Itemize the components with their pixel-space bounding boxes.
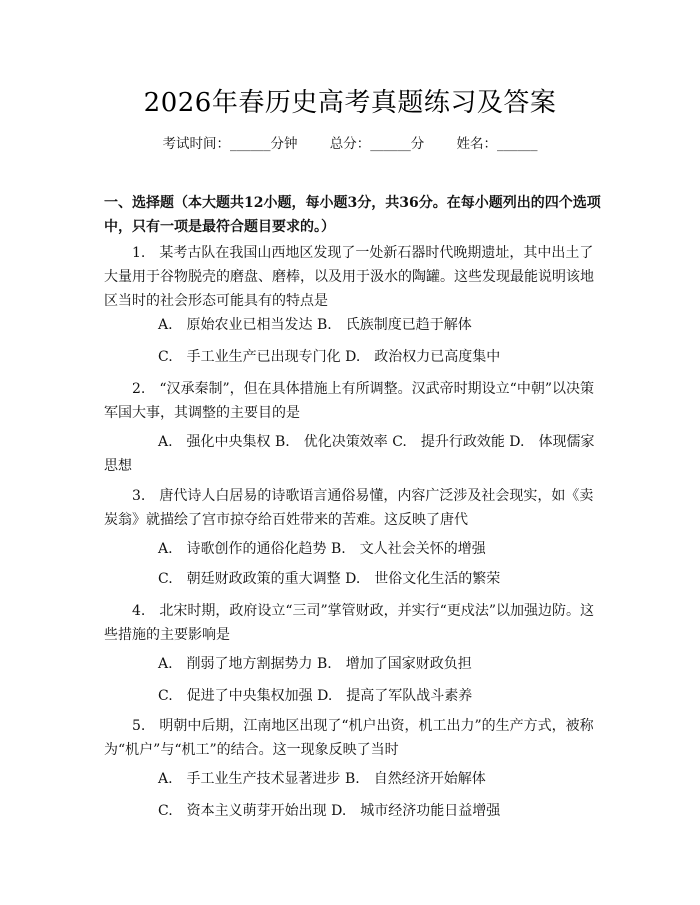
question-5-options-row-1: A. 手工业生产技术显著进步 B. 自然经济开始解体 <box>158 771 486 787</box>
question-3-options-row-1: A. 诗歌创作的通俗化趋势 B. 文人社会关怀的增强 <box>158 541 486 557</box>
question-4-options-row-2: C. 促进了中央集权加强 D. 提高了军队战斗素养 <box>158 688 473 704</box>
exam-score: 总分：______分 <box>329 136 425 152</box>
question-2-stem: 2. “汉承秦制”，但在具体措施上有所调整。汉武帝时期设立“中朝”以决策军国大事，其调整的主要目的是 <box>104 381 594 421</box>
student-name: 姓名：______ <box>456 136 538 152</box>
question-4-stem: 4. 北宋时期，政府设立“三司”掌管财政，并实行“更戍法”以加强边防。这些措施的主要影响是 <box>104 603 594 643</box>
question-3-stem: 3. 唐代诗人白居易的诗歌语言通俗易懂，内容广泛涉及社会现实，如《卖炭翁》就描绘了宫市掠夺给百姓带来的苦难。这反映了唐代 <box>104 488 594 528</box>
question-3-options-row-2: C. 朝廷财政政策的重大调整 D. 世俗文化生活的繁荣 <box>158 571 501 587</box>
question-5-stem: 5. 明朝中后期，江南地区出现了“机户出资，机工出力”的生产方式，被称为“机户”与“机工”的结合。这一现象反映了当时 <box>104 718 594 758</box>
question-4-options-row-1: A. 削弱了地方割据势力 B. 增加了国家财政负担 <box>158 656 472 672</box>
exam-time: 考试时间：______分钟 <box>162 136 298 152</box>
question-1-options-row-2: C. 手工业生产已出现专门化 D. 政治权力已高度集中 <box>158 349 501 365</box>
exam-meta <box>0 132 700 152</box>
question-2-options-row-1: A. 强化中央集权 B. 优化决策效率 C. 提升行政效能 D. 体现儒家思想 <box>104 434 595 474</box>
question-1-options-row-1: A. 原始农业已相当发达 B. 氏族制度已趋于解体 <box>158 317 472 333</box>
page-title: 2026年春历史高考真题练习及答案 <box>143 88 557 118</box>
section-heading: 一、选择题（本大题共12小题，每小题3分，共36分。在每小题列出的四个选项中，只有一项是最符合题目要求的。） <box>104 195 601 235</box>
question-5-options-row-2: C. 资本主义萌芽开始出现 D. 城市经济功能日益增强 <box>158 803 501 819</box>
question-1-stem: 1. 某考古队在我国山西地区发现了一处新石器时代晚期遗址，其中出土了大量用于谷物脱壳的磨盘、磨棒，以及用于汲水的陶罐。这些发现最能说明该地区当时的社会形态可能具有的特点是 <box>104 245 594 309</box>
